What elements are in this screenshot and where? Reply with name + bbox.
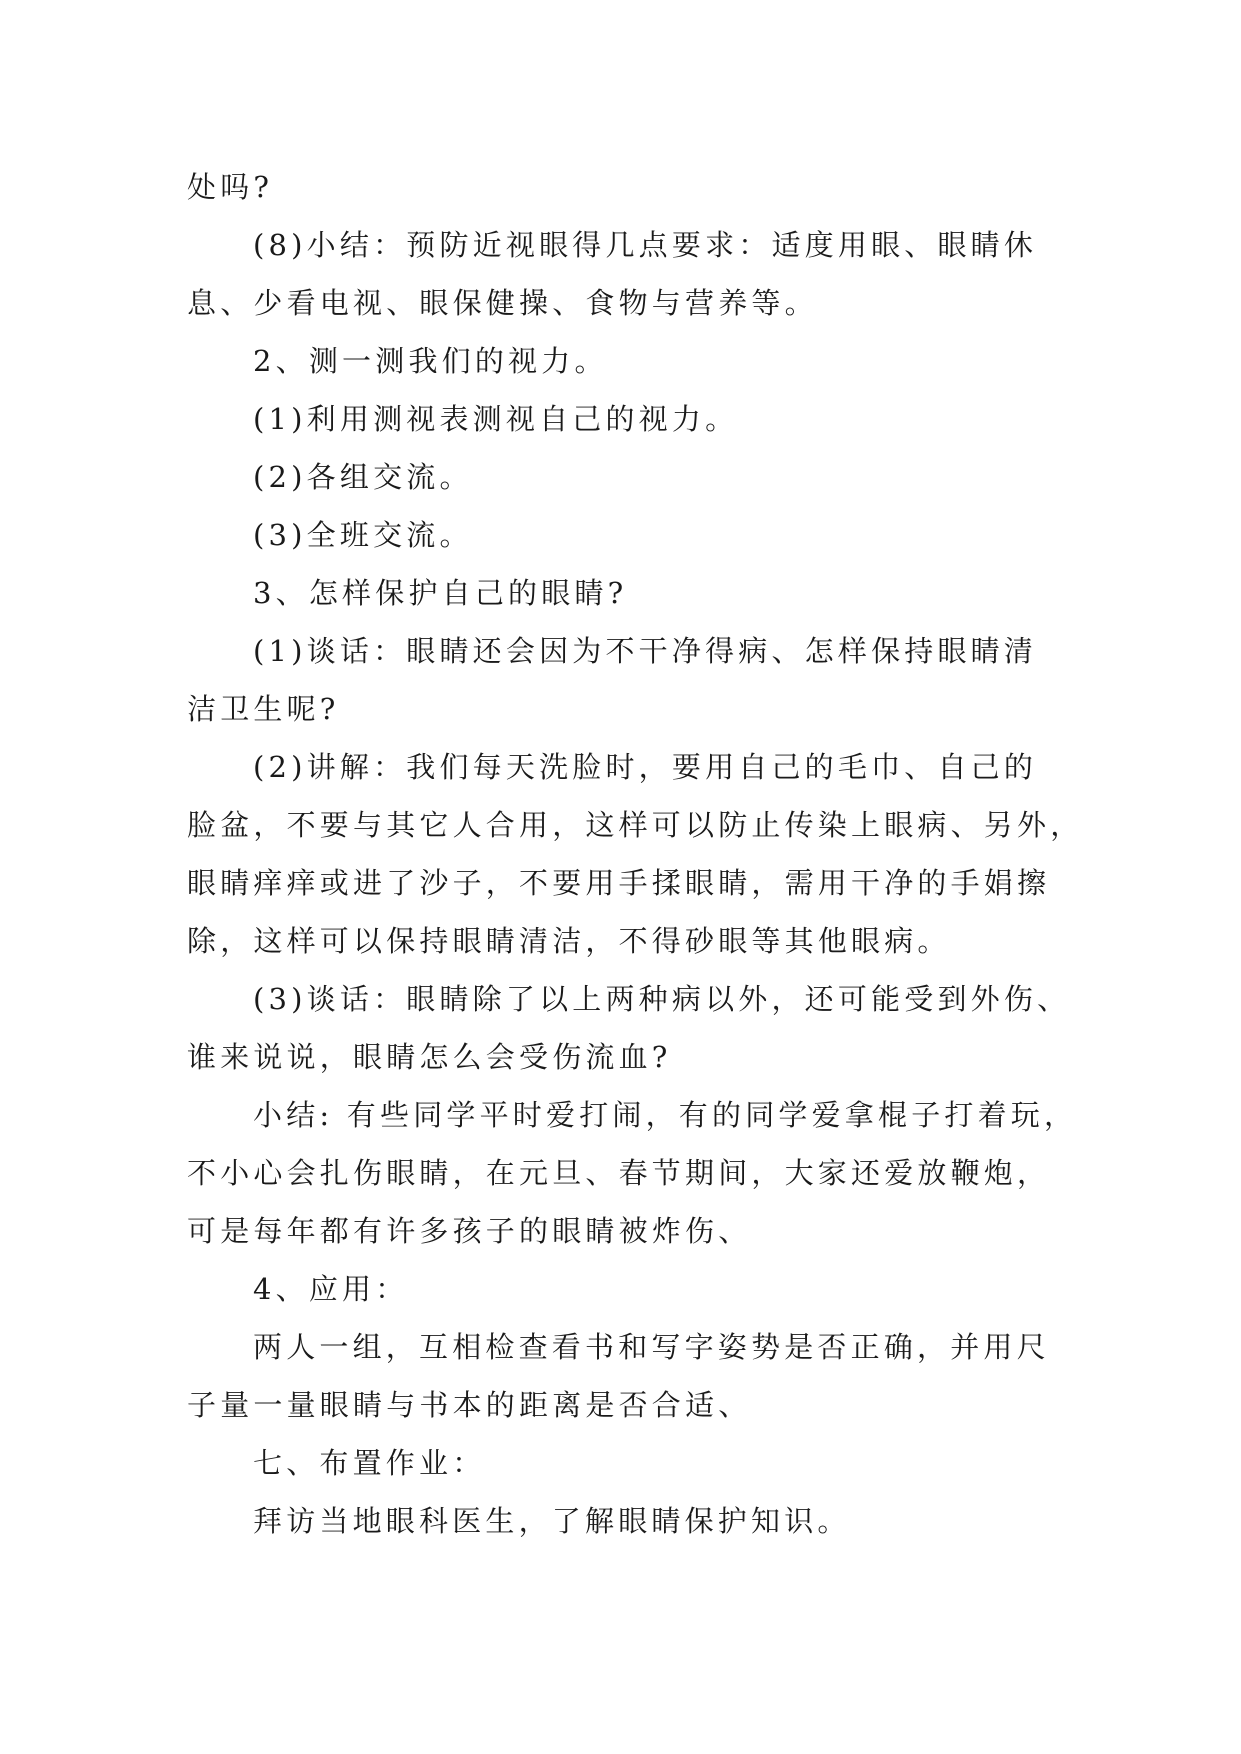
text-line: 息、少看电视、眼保健操、食物与营养等。 [187,286,818,320]
text-line: 除，这样可以保持眼睛清洁，不得砂眼等其他眼病。 [187,924,951,958]
text-line: 不小心会扎伤眼睛，在元旦、春节期间，大家还爱放鞭炮， [187,1156,1051,1190]
document-body [187,158,1084,1550]
section-heading: 4、应用： [253,1272,409,1306]
text-line: 洁卫生呢? [187,692,340,726]
text-line: 眼睛痒痒或进了沙子，不要用手揉眼睛，需用干净的手娟擦 [187,866,1051,900]
text-line: (1)利用测视表测视自己的视力。 [253,402,739,436]
text-line: (2)讲解：我们每天洗脸时，要用自己的毛巾、自己的 [253,750,1038,784]
section-heading: 2、测一测我们的视力。 [253,344,608,378]
text-line: 处吗? [187,170,274,204]
section-heading: 七、布置作业： [253,1446,486,1480]
text-line: (2)各组交流。 [253,460,473,494]
text-line: 脸盆，不要与其它人合用，这样可以防止传染上眼病、另外， [187,808,1084,842]
text-line: 可是每年都有许多孩子的眼睛被炸伤、 [187,1214,752,1248]
text-line: 子量一量眼睛与书本的距离是否合适、 [187,1388,752,1422]
text-line: 拜访当地眼科医生，了解眼睛保护知识。 [253,1504,851,1538]
text-line: 两人一组，互相检查看书和写字姿势是否正确，并用尺 [253,1330,1050,1364]
text-line: (3)谈话：眼睛除了以上两种病以外，还可能受到外伤、 [253,982,1071,1016]
text-line: 小结: 有些同学平时爱打闹，有的同学爱拿棍子打着玩， [253,1098,1078,1132]
section-heading: 3、怎样保护自己的眼睛? [253,576,628,610]
text-line: (8)小结：预防近视眼得几点要求：适度用眼、眼睛休 [253,228,1038,262]
text-line: 谁来说说，眼睛怎么会受伤流血? [187,1040,672,1074]
text-line: (1)谈话：眼睛还会因为不干净得病、怎样保持眼睛清 [253,634,1038,668]
text-line: (3)全班交流。 [253,518,473,552]
